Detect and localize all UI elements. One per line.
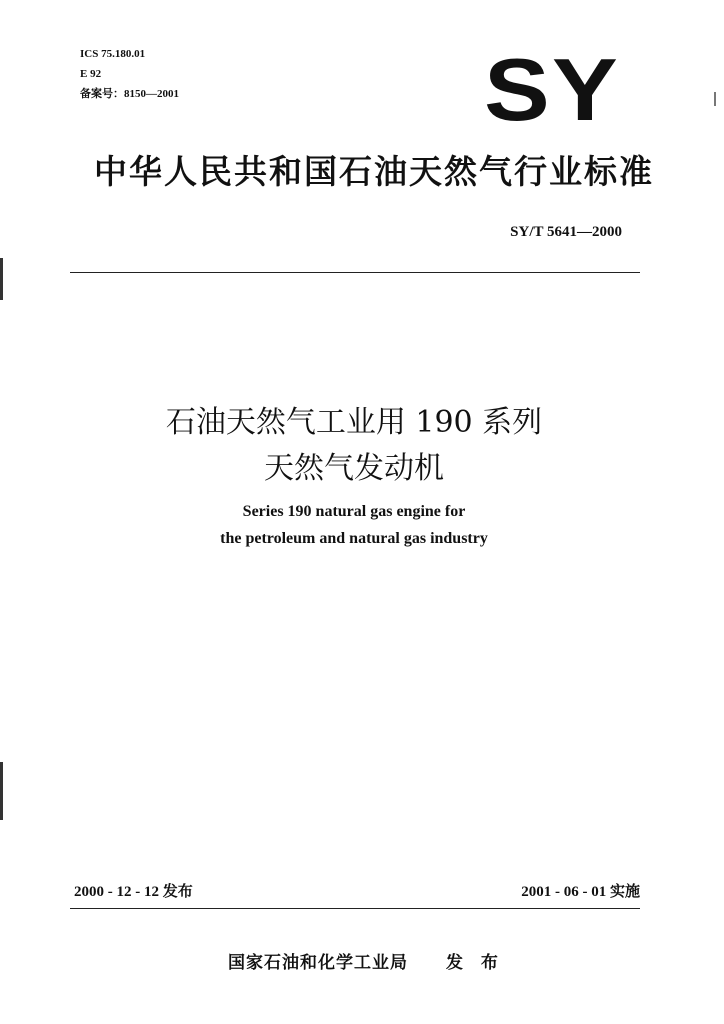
issuing-authority-heading: 中华人民共和国石油天然气行业标准 (94, 152, 654, 191)
scan-edge-mark (0, 762, 3, 820)
english-title (0, 498, 716, 552)
english-title-line-2: the petroleum and natural gas industry (220, 530, 488, 547)
standard-code: SY/T 5641—2000 (510, 224, 622, 240)
scan-edge-mark (714, 92, 716, 106)
top-divider (70, 272, 640, 273)
sy-logo: SY (484, 40, 620, 139)
implementation-date: 2001 - 06 - 01 实施 (521, 884, 640, 900)
issuer-name: 国家石油和化学工业局 (228, 953, 408, 973)
document-metadata (80, 44, 179, 104)
chinese-title (0, 400, 716, 492)
ics-code: ICS 75.180.01 (80, 48, 146, 60)
record-number: 备案号：8150—2001 (80, 88, 179, 100)
chinese-title-line-1: 石油天然气工业用 190 系列 (165, 405, 543, 440)
bottom-divider (70, 908, 640, 909)
chinese-title-line-2: 天然气发动机 (264, 451, 444, 486)
issue-date: 2000 - 12 - 12 发布 (74, 884, 193, 900)
issuer-action: 发 布 (446, 953, 504, 973)
scan-edge-mark (0, 258, 3, 300)
english-title-line-1: Series 190 natural gas engine for (242, 503, 466, 520)
classification-code: E 92 (80, 68, 102, 80)
